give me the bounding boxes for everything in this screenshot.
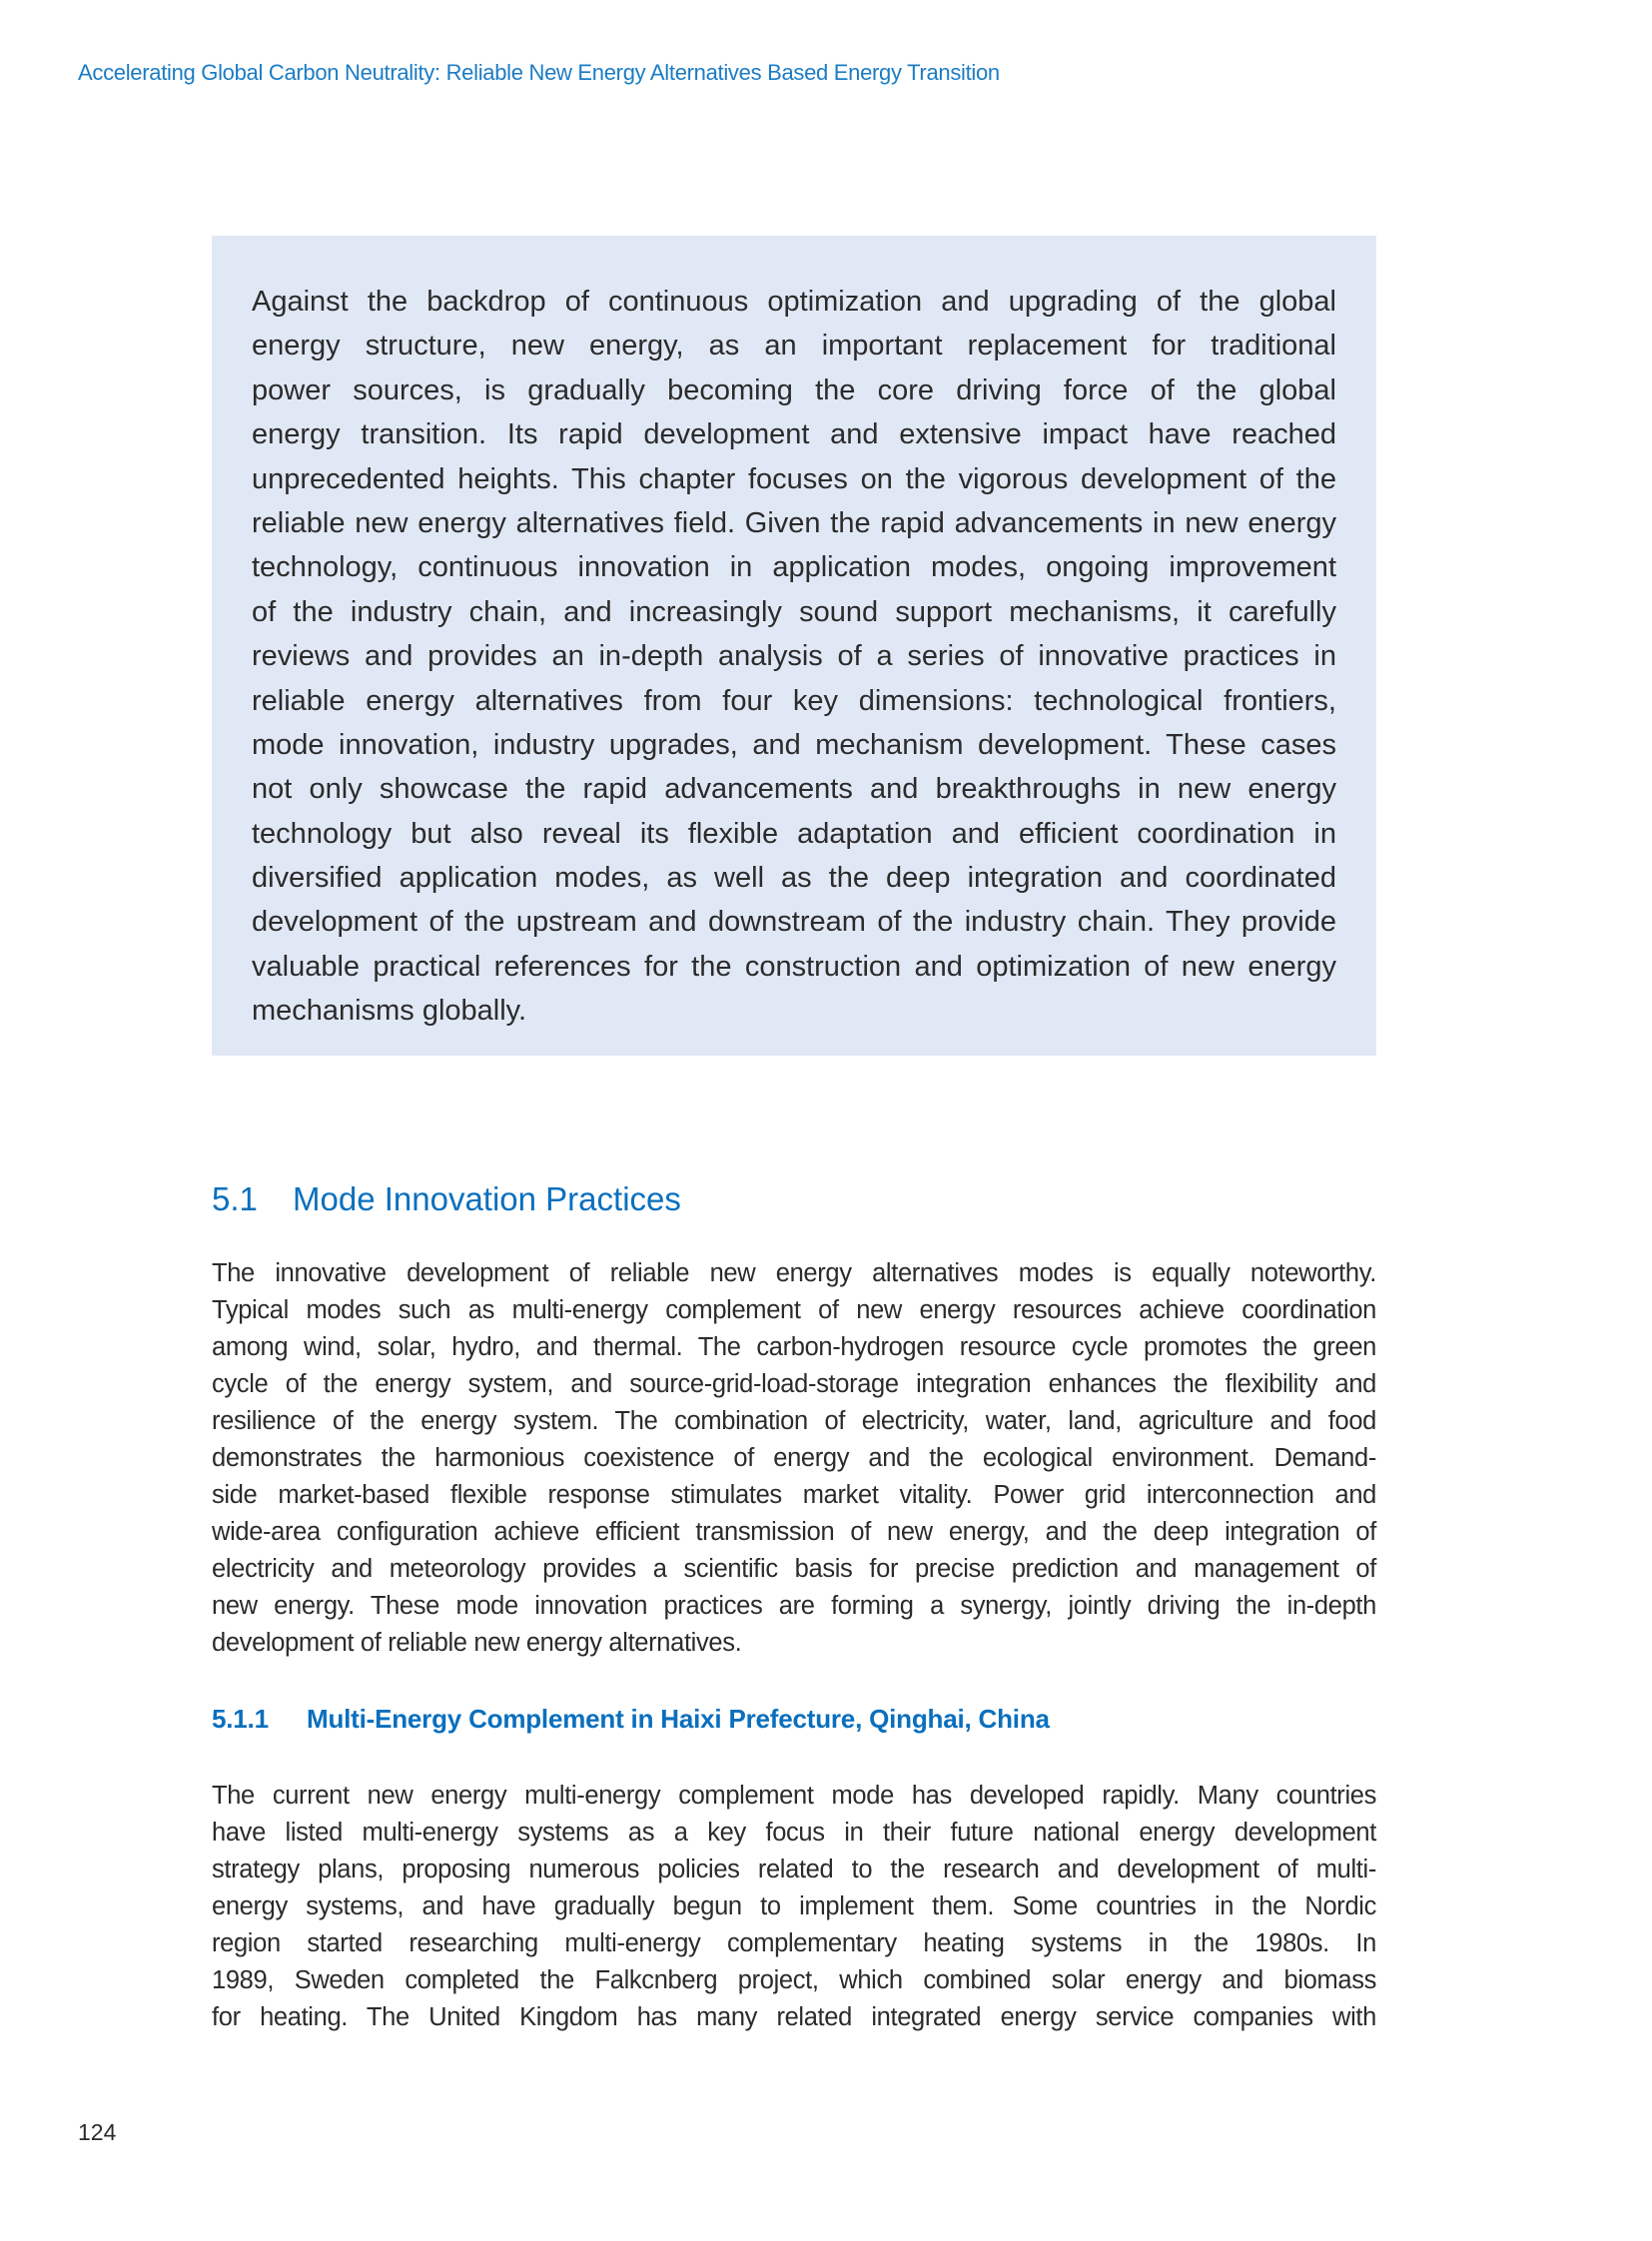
paragraph-line: The innovative development of reliable new energy alternatives modes is equally noteworthy. — [212, 1259, 1376, 1287]
paragraph-line: wide-area configuration achieve efficient transmission of new energy, and the deep integration of — [212, 1518, 1376, 1546]
subsection-title: Multi-Energy Complement in Haixi Prefecture, Qinghai, China — [307, 1704, 1050, 1734]
running-header: Accelerating Global Carbon Neutrality: Reliable New Energy Alternatives Based Energy Transition — [78, 60, 1000, 85]
paragraph-line: Typical modes such as multi-energy complement of new energy resources achieve coordination — [212, 1296, 1376, 1324]
intro-line: reviews and provides an in-depth analysis of a series of innovative practices in — [252, 640, 1336, 673]
intro-line: unprecedented heights. This chapter focuses on the vigorous development of the — [252, 462, 1336, 495]
intro-line: reliable energy alternatives from four key dimensions: technological frontiers, — [252, 684, 1336, 717]
intro-line: energy transition. Its rapid development and extensive impact have reached — [252, 418, 1336, 451]
paragraph-line: region started researching multi-energy complementary heating systems in the 1980s. In — [212, 1929, 1376, 1957]
paragraph-line: strategy plans, proposing numerous policies related to the research and development of multi- — [212, 1856, 1376, 1883]
intro-line: technology, continuous innovation in application modes, ongoing improvement — [252, 551, 1336, 584]
paragraph-line: cycle of the energy system, and source-grid-load-storage integration enhances the flexibility and — [212, 1370, 1376, 1398]
section-title: Mode Innovation Practices — [293, 1180, 681, 1217]
intro-line: reliable new energy alternatives field. Given the rapid advancements in new energy — [252, 506, 1336, 539]
paragraph-line: new energy. These mode innovation practices are forming a synergy, jointly driving the in-depth — [212, 1592, 1376, 1620]
intro-line: Against the backdrop of continuous optimization and upgrading of the global — [252, 286, 1336, 318]
paragraph-line: electricity and meteorology provides a scientific basis for precise prediction and management of — [212, 1555, 1376, 1583]
subsection-number: 5.1.1 — [212, 1704, 269, 1734]
subsection-heading — [212, 1702, 1050, 1736]
paragraph-line: energy systems, and have gradually begun to implement them. Some countries in the Nordic — [212, 1892, 1376, 1920]
paragraph-line: The current new energy multi-energy complement mode has developed rapidly. Many countries — [212, 1782, 1376, 1810]
intro-line: energy structure, new energy, as an important replacement for traditional — [252, 330, 1336, 363]
chapter-intro-box — [212, 236, 1376, 1056]
paragraph-line: side market-based flexible response stimulates market vitality. Power grid interconnection and — [212, 1481, 1376, 1509]
paragraph-line: 1989, Sweden completed the Falkcnberg project, which combined solar energy and biomass — [212, 1966, 1376, 1994]
intro-line: technology but also reveal its flexible adaptation and efficient coordination in — [252, 817, 1336, 850]
paragraph-line: have listed multi-energy systems as a key focus in their future national energy development — [212, 1819, 1376, 1847]
section-paragraph — [212, 1255, 1376, 1662]
paragraph-line: resilience of the energy system. The combination of electricity, water, land, agriculture and food — [212, 1407, 1376, 1435]
intro-line: of the industry chain, and increasingly sound support mechanisms, it carefully — [252, 595, 1336, 628]
intro-line: valuable practical references for the construction and optimization of new energy — [252, 950, 1336, 983]
paragraph-line: demonstrates the harmonious coexistence of energy and the ecological environment. Demand- — [212, 1444, 1376, 1472]
intro-line: mechanisms globally. — [252, 995, 527, 1028]
paragraph-line: among wind, solar, hydro, and thermal. The carbon-hydrogen resource cycle promotes the green — [212, 1333, 1376, 1361]
intro-line: diversified application modes, as well as the deep integration and coordinated — [252, 862, 1336, 895]
paragraph-line: for heating. The United Kingdom has many related integrated energy service companies with — [212, 2003, 1376, 2031]
intro-line: not only showcase the rapid advancements and breakthroughs in new energy — [252, 773, 1336, 806]
paragraph-line: development of reliable new energy alternatives. — [212, 1629, 742, 1657]
intro-line: power sources, is gradually becoming the core driving force of the global — [252, 374, 1336, 406]
section-number: 5.1 — [212, 1180, 258, 1217]
section-heading — [212, 1179, 681, 1219]
page-number: 124 — [78, 2119, 117, 2145]
subsection-paragraph — [212, 1778, 1376, 2036]
intro-line: mode innovation, industry upgrades, and mechanism development. These cases — [252, 728, 1336, 761]
intro-line: development of the upstream and downstream of the industry chain. They provide — [252, 906, 1336, 939]
